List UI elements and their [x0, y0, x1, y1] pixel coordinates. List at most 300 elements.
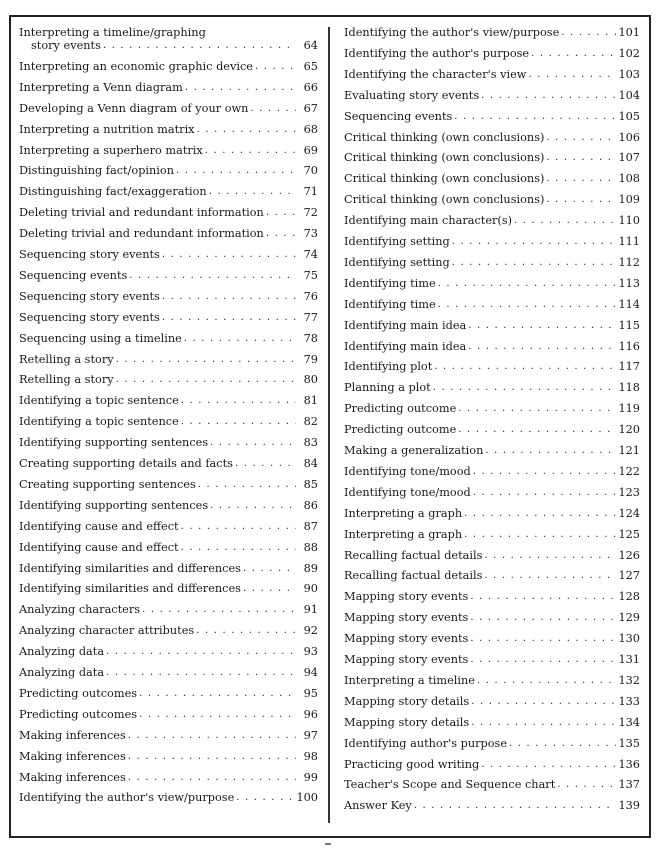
toc-entry-title: Recalling factual details	[344, 569, 483, 583]
dot-leader	[106, 666, 296, 679]
toc-entry-page: 105	[618, 109, 640, 123]
toc-entry	[344, 214, 640, 227]
toc-entry-page: 89	[303, 561, 318, 575]
toc-entry	[344, 256, 640, 269]
dot-leader	[473, 465, 617, 478]
toc-entry-page: 94	[303, 666, 318, 679]
dot-leader	[468, 340, 616, 353]
toc-entry-page: 120	[618, 423, 640, 437]
toc-entry-title: Identifying similarities and differences	[19, 561, 241, 575]
toc-entry	[19, 708, 318, 721]
toc-entry-title: Answer Key	[344, 799, 412, 813]
toc-entry	[344, 340, 640, 353]
dot-leader	[470, 632, 616, 645]
toc-entry-title: Identifying time	[344, 297, 436, 311]
toc-entry-title: Deleting trivial and redundant information	[19, 206, 264, 220]
toc-entry-title: Planning a plot	[344, 381, 431, 395]
toc-entry	[19, 123, 318, 136]
toc-entry-page: 132	[618, 673, 640, 687]
toc-entry-title: Interpreting a timeline	[344, 673, 475, 687]
toc-entry-page: 112	[618, 255, 640, 269]
dot-leader	[236, 791, 294, 804]
toc-entry-page: 71	[303, 185, 318, 199]
dot-leader	[458, 423, 616, 436]
toc-entry-page: 114	[618, 297, 640, 311]
dot-leader	[210, 436, 296, 449]
toc-entry	[344, 193, 640, 206]
dot-leader	[509, 737, 616, 750]
toc-entry-page: 101	[618, 26, 640, 39]
toc-entry	[19, 164, 318, 177]
toc-entry-title: Creating supporting sentences	[19, 477, 196, 491]
toc-entry	[344, 444, 640, 457]
toc-entry-page: 137	[618, 778, 640, 792]
toc-entry-page: 87	[303, 519, 318, 533]
toc-entry	[19, 60, 318, 73]
toc-entry	[19, 26, 318, 52]
toc-entry-title: Interpreting a superhero matrix	[19, 143, 203, 157]
toc-entry-title: Mapping story details	[344, 694, 470, 708]
toc-entry	[19, 666, 318, 679]
dot-leader	[514, 214, 616, 227]
dot-leader	[128, 771, 296, 784]
toc-entry-page: 119	[618, 402, 640, 416]
dot-leader	[546, 172, 616, 185]
dot-leader	[139, 708, 296, 721]
toc-entry	[19, 457, 318, 470]
toc-entry	[19, 541, 318, 554]
toc-entry-page: 91	[303, 603, 318, 617]
toc-entry-title: Identifying the author's purpose	[344, 46, 530, 60]
dot-leader	[484, 569, 616, 582]
dot-leader	[481, 89, 616, 102]
toc-entry-page: 113	[618, 276, 640, 290]
toc-entry-title: Making inferences	[19, 770, 126, 784]
dot-leader	[470, 611, 616, 624]
dot-leader	[116, 373, 296, 386]
toc-entry-title: Analyzing character attributes	[19, 624, 195, 638]
toc-entry-page: 124	[618, 506, 640, 520]
toc-entry-page: 84	[303, 457, 318, 470]
toc-entry-title: Interpreting a graph	[344, 527, 463, 541]
toc-entry-page: 115	[618, 318, 640, 332]
dot-leader	[434, 360, 616, 373]
dot-leader	[473, 486, 617, 499]
toc-entry-title: Mapping story details	[344, 715, 470, 729]
toc-entry-page: 85	[303, 477, 318, 491]
toc-entry-title: Critical thinking (own conclusions)	[344, 151, 545, 165]
toc-entry-title: Deleting trivial and redundant information	[19, 227, 264, 241]
toc-entry-title: Identifying a topic sentence	[19, 394, 179, 408]
toc-entry	[344, 465, 640, 478]
dot-leader	[129, 269, 296, 282]
toc-entry-page: 128	[618, 590, 640, 604]
dot-leader	[235, 457, 296, 470]
toc-entry-title: Sequencing story events	[19, 248, 160, 261]
dot-leader	[464, 528, 616, 541]
toc-entry	[344, 110, 640, 123]
toc-entry-title: Mapping story events	[344, 590, 469, 604]
toc-entry	[344, 549, 640, 562]
toc-entry-title: Interpreting a timeline/graphing	[19, 26, 206, 39]
toc-entry-page: 99	[303, 770, 318, 784]
dot-leader	[458, 402, 616, 415]
toc-entry-title: Sequencing using a timeline	[19, 331, 182, 345]
dot-leader	[546, 151, 616, 164]
toc-entry-page: 95	[303, 686, 318, 700]
dot-leader	[528, 68, 616, 81]
toc-entry-title: Critical thinking (own conclusions)	[344, 172, 545, 186]
dot-leader	[454, 110, 616, 123]
dot-leader	[452, 235, 617, 248]
dot-leader	[162, 290, 296, 303]
toc-entry-title: Teacher's Scope and Sequence chart	[344, 778, 556, 792]
toc-entry-title: Sequencing story events	[19, 310, 160, 324]
toc-entry-title: Identifying tone/mood	[344, 464, 471, 478]
toc-entry	[19, 687, 318, 700]
dot-leader	[162, 311, 296, 324]
toc-entry-page: 102	[618, 46, 640, 60]
toc-entry	[19, 582, 318, 595]
dot-leader	[184, 332, 296, 345]
toc-entry	[19, 562, 318, 575]
toc-entry-title: Identifying setting	[344, 235, 450, 248]
toc-entry-page: 77	[303, 310, 318, 324]
toc-entry-page: 136	[618, 757, 640, 771]
toc-entry-title: Identifying main idea	[344, 339, 467, 353]
toc-entry-title: Identifying the author's view/purpose	[344, 26, 560, 39]
toc-entry-page: 134	[618, 715, 640, 729]
toc-entry-page: 73	[303, 227, 318, 241]
toc-entry-title: Critical thinking (own conclusions)	[344, 193, 545, 207]
toc-entry-page: 66	[303, 80, 318, 94]
toc-entry	[19, 332, 318, 345]
toc-entry-page: 64	[303, 39, 318, 52]
toc-entry-page: 104	[618, 88, 640, 102]
toc-entry	[344, 47, 640, 60]
toc-entry	[344, 381, 640, 394]
toc-entry-page: 109	[618, 193, 640, 207]
toc-entry-page: 93	[303, 645, 318, 659]
toc-entry	[344, 26, 640, 39]
toc-entry-page: 121	[618, 444, 640, 457]
toc-entry-page: 131	[618, 653, 640, 666]
toc-entry-page: 116	[618, 339, 640, 353]
toc-entry	[344, 716, 640, 729]
toc-entry-page: 65	[303, 59, 318, 73]
dot-leader	[128, 729, 296, 742]
toc-entry-title: Evaluating story events	[344, 88, 480, 102]
dot-leader	[181, 394, 296, 407]
dot-leader	[142, 603, 296, 616]
dot-leader	[452, 256, 617, 269]
dot-leader	[471, 695, 616, 708]
toc-entry-page: 86	[303, 498, 318, 512]
toc-entry	[344, 68, 640, 81]
toc-entry-page: 126	[618, 548, 640, 562]
toc-entry-page: 139	[618, 799, 640, 813]
toc-entry-title: Making inferences	[19, 728, 126, 742]
toc-entry	[19, 311, 318, 324]
toc-entry	[344, 151, 640, 164]
toc-entry-page: 67	[303, 101, 318, 115]
toc-entry-title: Identifying cause and effect	[19, 540, 179, 554]
toc-entry	[19, 102, 318, 115]
dot-leader	[557, 778, 616, 791]
toc-entry-title: Predicting outcomes	[19, 707, 138, 721]
toc-entry	[19, 791, 318, 804]
toc-entry-title: Identifying similarities and differences	[19, 582, 241, 596]
toc-entry-page: 123	[618, 485, 640, 499]
toc-entry-page: 75	[303, 268, 318, 282]
toc-entry-page: 129	[618, 611, 640, 625]
toc-entry-page: 103	[618, 67, 640, 81]
toc-entry-title: Sequencing events	[19, 268, 128, 282]
toc-entry-title: Identifying time	[344, 276, 436, 290]
toc-entry-page: 68	[303, 122, 318, 136]
toc-entry-title: Sequencing story events	[19, 289, 160, 303]
toc-entry-page: 125	[618, 527, 640, 541]
toc-entry-title-continued: story events	[31, 39, 101, 52]
toc-entry	[344, 611, 640, 624]
toc-entry-page: 72	[303, 206, 318, 220]
toc-entry-title: Developing a Venn diagram of your own	[19, 101, 249, 115]
dot-leader	[481, 758, 616, 771]
toc-entry	[19, 436, 318, 449]
toc-entry	[344, 235, 640, 248]
toc-entry-title: Distinguishing fact/exaggeration	[19, 185, 207, 199]
toc-entry	[344, 674, 640, 687]
toc-entry-page: 74	[303, 248, 318, 261]
toc-entry-title: Analyzing data	[19, 645, 105, 659]
dot-leader	[106, 645, 296, 658]
toc-entry	[344, 737, 640, 750]
toc-entry-page: 110	[618, 214, 640, 228]
toc-entry	[344, 486, 640, 499]
toc-entry-page: 135	[618, 736, 640, 750]
toc-entry	[19, 603, 318, 616]
dot-leader	[485, 444, 616, 457]
toc-entry	[344, 799, 640, 812]
toc-entry	[344, 590, 640, 603]
toc-entry-page: 98	[303, 749, 318, 763]
toc-entry	[344, 653, 640, 666]
toc-entry-title: Analyzing characters	[19, 603, 141, 617]
toc-entry	[344, 632, 640, 645]
toc-entry	[19, 248, 318, 261]
dot-leader	[470, 590, 616, 603]
toc-entry-page: 88	[303, 540, 318, 554]
toc-entry	[19, 415, 318, 428]
toc-entry	[19, 227, 318, 240]
toc-entry-title: Identifying cause and effect	[19, 519, 179, 533]
toc-entry-title: Making a generalization	[344, 444, 484, 457]
dot-leader	[464, 507, 616, 520]
dot-leader	[438, 277, 617, 290]
column-divider	[328, 27, 330, 823]
toc-entry	[19, 394, 318, 407]
toc-entry-title: Retelling a story	[19, 352, 114, 366]
dot-leader	[477, 674, 616, 687]
toc-entry-title: Distinguishing fact/opinion	[19, 164, 175, 178]
dot-leader	[181, 541, 296, 554]
toc-entry-page: 76	[303, 289, 318, 303]
dot-leader	[197, 123, 296, 136]
dot-leader	[546, 193, 616, 206]
dot-leader	[162, 248, 296, 261]
toc-entry-title: Critical thinking (own conclusions)	[344, 130, 545, 144]
toc-entry	[19, 771, 318, 784]
dot-leader	[185, 81, 296, 94]
dot-leader	[484, 549, 616, 562]
toc-entry	[344, 89, 640, 102]
dot-leader	[243, 562, 296, 575]
toc-entry-page: 133	[618, 694, 640, 708]
toc-entry-title: Recalling factual details	[344, 548, 483, 562]
toc-entry	[344, 402, 640, 415]
toc-entry-page: 122	[618, 464, 640, 478]
toc-entry-page: 79	[303, 352, 318, 366]
toc-entry-page: 111	[618, 235, 640, 248]
page-footer-mark	[325, 843, 331, 845]
toc-entry-title: Making inferences	[19, 749, 126, 763]
toc-entry-page: 117	[618, 360, 640, 374]
toc-entry	[19, 373, 318, 386]
toc-entry-title: Identifying a topic sentence	[19, 415, 179, 429]
toc-entry-title: Analyzing data	[19, 666, 105, 679]
toc-entry-page: 100	[296, 791, 318, 805]
toc-entry	[344, 131, 640, 144]
toc-entry	[19, 520, 318, 533]
dot-leader	[471, 716, 616, 729]
toc-entry-page: 81	[303, 394, 318, 408]
toc-entry-title: Interpreting a Venn diagram	[19, 80, 183, 94]
toc-entry-title: Retelling a story	[19, 373, 114, 387]
toc-entry-title: Predicting outcome	[344, 402, 457, 416]
toc-entry-title: Identifying tone/mood	[344, 485, 471, 499]
dot-leader	[266, 227, 296, 240]
toc-entry-page: 78	[303, 331, 318, 345]
dot-leader	[103, 39, 296, 52]
toc-entry-title: Predicting outcome	[344, 423, 457, 437]
toc-entry	[19, 269, 318, 282]
dot-leader	[470, 653, 616, 666]
toc-entry	[19, 499, 318, 512]
toc-entry	[19, 290, 318, 303]
toc-entry-title: Mapping story events	[344, 653, 469, 666]
toc-entry-page: 80	[303, 373, 318, 387]
dot-leader	[531, 47, 616, 60]
dot-leader	[255, 60, 296, 73]
toc-entry-page: 92	[303, 624, 318, 638]
toc-entry	[344, 758, 640, 771]
toc-entry-title: Identifying main idea	[344, 318, 467, 332]
toc-entry	[344, 298, 640, 311]
toc-entry-title: Practicing good writing	[344, 757, 480, 771]
toc-entry-title: Identifying author's purpose	[344, 736, 508, 750]
toc-entry-title: Identifying main character(s)	[344, 214, 513, 228]
toc-entry-title: Identifying plot	[344, 360, 433, 374]
toc-entry	[19, 478, 318, 491]
dot-leader	[433, 381, 617, 394]
toc-entry	[19, 645, 318, 658]
toc-entry-title: Predicting outcomes	[19, 686, 138, 700]
dot-leader	[128, 750, 296, 763]
toc-entry	[344, 423, 640, 436]
toc-entry	[344, 277, 640, 290]
toc-entry	[344, 507, 640, 520]
toc-entry-page: 70	[303, 164, 318, 178]
dot-leader	[414, 799, 617, 812]
toc-entry-title: Creating supporting details and facts	[19, 457, 233, 470]
toc-entry	[344, 778, 640, 791]
toc-entry	[19, 144, 318, 157]
dot-leader	[181, 415, 296, 428]
toc-entry-page: 107	[618, 151, 640, 165]
toc-entry	[344, 360, 640, 373]
toc-entry	[19, 353, 318, 366]
dot-leader	[250, 102, 296, 115]
toc-entry-page: 118	[618, 381, 640, 395]
dot-leader	[468, 319, 616, 332]
toc-entry-title: Identifying setting	[344, 255, 450, 269]
toc-entry	[19, 750, 318, 763]
toc-entry-page: 127	[618, 569, 640, 583]
dot-leader	[139, 687, 296, 700]
toc-entry	[344, 172, 640, 185]
toc-entry-page: 96	[303, 707, 318, 721]
toc-entry-title: Interpreting an economic graphic device	[19, 59, 253, 73]
dot-leader	[243, 582, 296, 595]
dot-leader	[198, 478, 296, 491]
toc-entry-title: Identifying supporting sentences	[19, 436, 209, 450]
toc-entry	[19, 185, 318, 198]
toc-entry	[19, 81, 318, 94]
toc-entry-title: Identifying the character's view	[344, 67, 527, 81]
dot-leader	[116, 353, 296, 366]
toc-entry-page: 82	[303, 415, 318, 429]
toc-entry	[344, 569, 640, 582]
toc-entry-title: Identifying supporting sentences	[19, 498, 209, 512]
toc-entry-title: Interpreting a graph	[344, 506, 463, 520]
toc-entry-title: Mapping story events	[344, 632, 469, 646]
toc-entry-title: Interpreting a nutrition matrix	[19, 122, 195, 136]
dot-leader	[546, 131, 616, 144]
toc-entry	[344, 695, 640, 708]
toc-entry-page: 108	[618, 172, 640, 186]
toc-entry	[19, 729, 318, 742]
dot-leader	[266, 206, 296, 219]
toc-entry	[19, 624, 318, 637]
toc-entry-title: Identifying the author's view/purpose	[19, 791, 235, 805]
toc-entry	[344, 528, 640, 541]
dot-leader	[205, 144, 296, 157]
toc-entry-page: 106	[618, 130, 640, 144]
toc-entry-page: 90	[303, 582, 318, 596]
dot-leader	[196, 624, 296, 637]
dot-leader	[209, 185, 296, 198]
dot-leader	[438, 298, 617, 311]
dot-leader	[561, 26, 616, 39]
toc-entry-title: Mapping story events	[344, 611, 469, 625]
dot-leader	[181, 520, 296, 533]
toc-entry-page: 83	[303, 436, 318, 450]
toc-entry-page: 97	[303, 728, 318, 742]
toc-entry-title: Sequencing events	[344, 109, 453, 123]
toc-entry-page: 130	[618, 632, 640, 646]
dot-leader	[176, 164, 296, 177]
toc-entry	[19, 206, 318, 219]
